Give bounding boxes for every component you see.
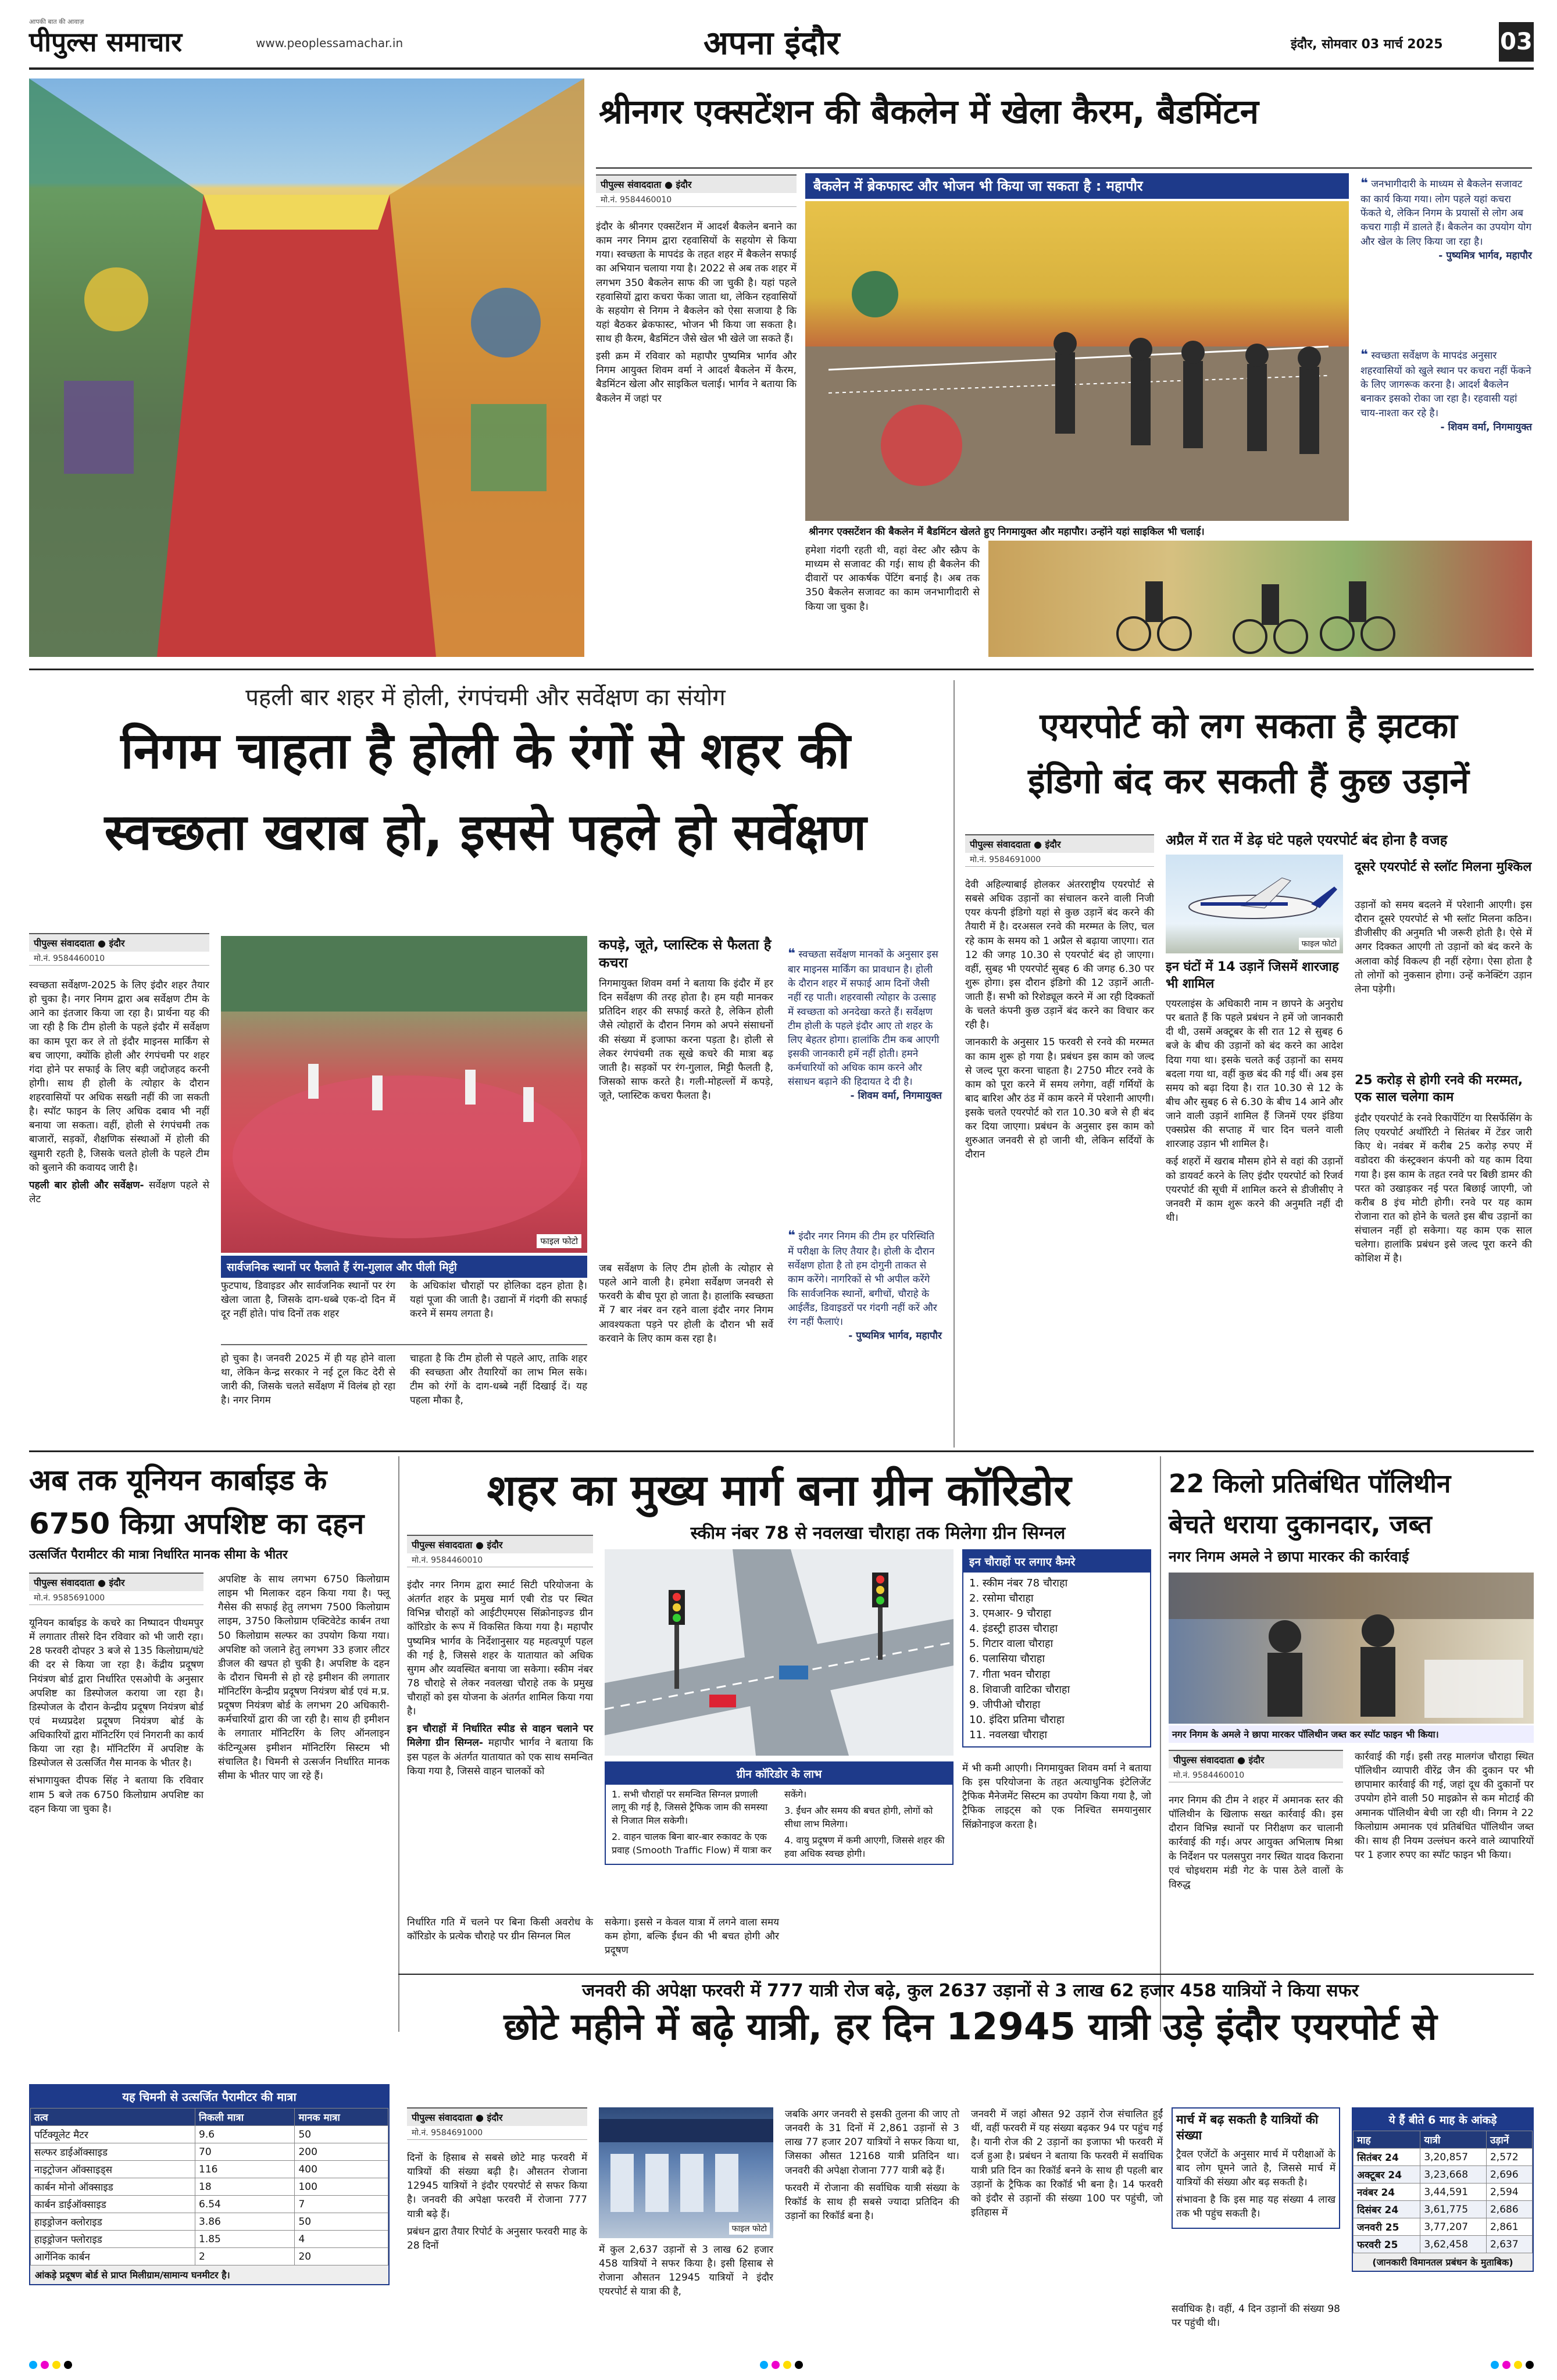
story2-quote2 bbox=[788, 1227, 942, 1343]
paragraph: दिनों के हिसाब से सबसे छोटे माह फरवरी में यात्रियों की संख्या बढ़ी है। औसतन रोजाना 12945 यात्रियों ने इंदौर एयरपोर्ट से सफर किया है। जनवरी की अपेक्षा फरवरी में रोजाना 777 यात्री बढ़े हैं। bbox=[407, 2152, 587, 2220]
story1-byline-block bbox=[596, 174, 797, 207]
paragraph: स्वच्छता सर्वेक्षण-2025 के लिए इंदौर शहर तैयार हो चुका है। नगर निगम द्वारा अब सर्वेक्षण टीम के आने का इंतजार किया जा रहा है। प्रार्थना यह की जा रही है कि टीम होली के पहले इंदौर में सर्वेक्षण का काम पूरा कर ले तो इंदौर माइनस मार्किंग से बच जाएगा, क्योंकि होली और रंगपंचमी पर शहर गंदा होने पर सफाई के लिए बड़ी जद्दोजहद करनी होगी। साथ ही होली के त्योहार के दौरान शहरवासियों पर अधिक सख्ती नहीं की जा सकती है। स्पॉट फाइन के लिए अधिक दबाव भी नहीं बनाया जा सकता। वहीं, होली से रंगपंचमी तक बाजारों, सड़कों, शैक्षणिक संस्थाओं में होली की खुमारी रहती है, जिसके चलते होली के पहले टीम को बुलाने की कवायद जारी है। bbox=[29, 980, 209, 1174]
story5-col4 bbox=[962, 1761, 1151, 1835]
table-cell: 9.6 bbox=[195, 2126, 295, 2143]
story3-headline-2: इंडिगो बंद कर सकती हैं कुछ उड़ानें bbox=[1028, 761, 1469, 802]
table-row bbox=[1354, 2166, 1533, 2184]
registration-dots bbox=[760, 2361, 803, 2369]
paragraph: प्रबंधन द्वारा तैयार रिपोर्ट के अनुसार फरवरी माह के 28 दिनों bbox=[407, 2225, 587, 2252]
paragraph: देवी अहिल्याबाई होलकर अंतरराष्ट्रीय एयरपोर्ट से सबसे अधिक उड़ानों का संचालन करने वाली निजी एयर कंपनी इंडिगो यहां से कुछ उड़ानें बंद करने की तैयारी में है। दरअसल रनवे की मरम्मत के लिए, चल रहे काम के समय को 1 अप्रैल से बढ़ाया जाएगा। रात 12 की जगह 10.30 से एयरपोर्ट बंद हो जाएगा। वहीं, सुबह भी एयरपोर्ट सुबह 6 की जगह 6.30 पर शुरू होगा। इस दौरान इंडिगो की 12 उड़ानें आती-जाती हैं। सभी को रिशेड्यूल करने में आ रही दिक्कतों के चलते कंपनी कुछ उड़ानें बंद करने का विचार कर रही है। bbox=[965, 879, 1154, 1031]
paragraph: कई शहरों में खराब मौसम होने से वहां की उड़ानों को डायवर्ट करने के लिए इंदौर एयरपोर्ट को रिजर्व एयरपोर्ट की सूची में शामिल करने से डीजीसीए ने जनवरी में काम शुरू करने की अनुमति नहीं दी थी। bbox=[1166, 1156, 1343, 1224]
column-header: तत्व bbox=[31, 2109, 195, 2126]
column-header: माह bbox=[1354, 2131, 1420, 2149]
table-cell: पर्टिक्यूलेट मैटर bbox=[31, 2126, 195, 2143]
table-row bbox=[31, 2143, 388, 2161]
table-cell: 2,572 bbox=[1486, 2149, 1532, 2166]
list-item: 2. वाहन चालक बिना बार-बार रुकावट के एक प्रवाह (Smooth Traffic Flow) में यात्रा कर सकेंगे। bbox=[612, 1789, 807, 1856]
table-cell: नवंबर 24 bbox=[1354, 2184, 1420, 2201]
paragraph: में भी कमी आएगी। निगमायुक्त शिवम वर्मा ने बताया कि इस परियोजना के तहत अत्याधुनिक इंटेलिजेंट ट्रैफिक मैनेजमेंट सिस्टम का उपयोग किया गया है, जो ट्रैफिक लाइट्स को एक निश्चित समयानुसार सिंक्रोनाइज करता है। bbox=[962, 1763, 1151, 1831]
paragraph: के अधिकांश चौराहों पर होलिका दहन होता है। यहां पूजा की जाती है। उद्यानों में गंदगी की सफाई करने में समय लगता है। bbox=[410, 1280, 587, 1320]
page-number: 03 bbox=[1499, 22, 1534, 62]
story2-col2a bbox=[221, 1279, 395, 1324]
story2-col2b bbox=[221, 1352, 395, 1411]
story3-box-head: इन घंटों में 14 उड़ानें जिसमें शारजाह भी शामिल bbox=[1166, 960, 1339, 991]
story6-photo-caption: नगर निगम के अमले ने छापा मारकर पॉलिथीन जब्त कर स्पॉट फाइन भी किया। bbox=[1169, 1725, 1534, 1743]
paragraph: फुटपाथ, डिवाइडर और सार्वजनिक स्थानों पर रंग खेला जाता है, जिसके दाग-धब्बे एक-दो दिन में दूर नहीं होते। पांच दिनों तक शहर bbox=[221, 1280, 395, 1320]
story2-photo-caption: सार्वजनिक स्थानों पर फैलाते हैं रंग-गुलाल और पीली मिट्टी bbox=[221, 1256, 587, 1278]
stats-head: ये हैं बीते 6 माह के आंकड़े bbox=[1353, 2109, 1533, 2131]
story2-headline-1: निगम चाहता है होली के रंगों से शहर की bbox=[120, 722, 851, 780]
paragraph: में कुल 2,637 उड़ानों से 3 लाख 62 हजार 458 यात्रियों ने सफर किया है। इसी हिसाब से रोजाना औसतन 12945 यात्रियों ने इंदौर एयरपोर्ट से यात्रा की है, bbox=[599, 2244, 773, 2298]
story1-quote1 bbox=[1360, 174, 1532, 263]
table-cell: अक्टूबर 24 bbox=[1354, 2166, 1420, 2184]
story5-subhead: स्कीम नंबर 78 से नवलखा चौराहा तक मिलेगा ग्रीन सिग्नल bbox=[690, 1523, 1066, 1543]
table-cell: सितंबर 24 bbox=[1354, 2149, 1420, 2166]
paragraph: निगमायुक्त शिवम वर्मा ने बताया कि इंदौर में हर दिन सर्वेक्षण की तरह होता है। हम यही मानकर प्रतिदिन शहर की सफाई करते है, लेकिन होली जैसे त्योहारों के दौरान निगम को अपने संसाधनों की संख्या में इजाफा करना पड़ता है। होली से लेकर रंगपंचमी तक सूखे कचरे की मात्रा बढ़ जाती है। सड़कों पर रंग-गुलाल, मिट्टी फैलती है, जिसको साफ करते है। गली-मोहल्लों में कपड़े, जूते, प्लास्टिक कचरा फैलता है। bbox=[599, 978, 773, 1102]
story3-col2 bbox=[1166, 997, 1343, 1228]
quote-icon: ❝ bbox=[788, 946, 795, 961]
story4-headline-2: 6750 किग्रा अपशिष्ट का दहन bbox=[29, 1507, 365, 1541]
table-row bbox=[31, 2126, 388, 2143]
table-row bbox=[31, 2161, 388, 2178]
story3-side-head1: दूसरे एयरपोर्ट से स्लॉट मिलना मुश्किल bbox=[1355, 860, 1532, 874]
quote-attribution: - शिवम वर्मा, निगमायुक्त bbox=[1440, 421, 1532, 433]
paragraph: जबकि अगर जनवरी से इसकी तुलना की जाए तो जनवरी के 31 दिनों में 2,861 उड़ानों से 3 लाख 77 हजार 207 यात्रियों ने सफर किया था, जिसका औसत 12168 यात्री प्रतिदिन था। जनवरी की अपेक्षा रोजाना 777 यात्री बढ़े हैं। bbox=[785, 2109, 959, 2177]
table-cell: 3,20,857 bbox=[1420, 2149, 1487, 2166]
quote-text: इंदौर नगर निगम की टीम हर परिस्थिति में परीक्षा के लिए तैयार है। होली के दौरान सर्वेक्षण होता है तो हम दोगुनी ताकत से काम करेंगे। नागरिकों से भी अपील करेंगे कि सार्वजनिक स्थानों, बगीचों, चौराहे के आईलैंड, डिवाइडरों पर गंदगी नहीं करें और रंग नहीं फैलाएं। bbox=[788, 1231, 937, 1328]
story5-col3 bbox=[605, 1916, 779, 1961]
list-item: 3. ईंधन और समय की बचत होगी, लोगों को सीधा लाभ मिलेगा। bbox=[784, 1805, 933, 1829]
paragraph: एयरलाइंस के अधिकारी नाम न छापने के अनुरोध पर बताते हैं कि पहले प्रबंधन ने हमें जो जानकारी दी थी, उसमें अक्टूबर के सी रात 12 से सुबह 6 बजे के बीच की उड़ानों को बंद करने का आदेश दिया गया था। इसके चलते कई उड़ानों का समय बदला गया था, वहीं कुछ बंद की गई थीं। अब इस समय को बढ़ा दिया है। रात 10.30 से 12 के बीच और सुबह 6 से 6.30 के बीच 14 आने और जाने वाली उड़ानें शामिल हैं जिनमें एयर इंडिया एक्सप्रेस की सप्ताह में चार दिन चलने वाली शारजाह उड़ान भी शामिल है। bbox=[1166, 998, 1343, 1150]
paragraph: इंदौर के श्रीनगर एक्सटेंशन में आदर्श बैकलेन बनाने का काम नगर निगम द्वारा रहवासियों के सहयोग से किया गया। स्वच्छता के मापदंड के तहत शहर में बैकलेन सफाई का अभियान चलाया गया है। 2022 से अब तक शहर में लगभग 350 बैकलेन साफ की जा चुकी है। यहां पहले रहवासियों द्वारा कचरा फेंका जाता था, लेकिन रहवासियों के सहयोग से निगम ने बैकलेन को ऐसा सजाया है कि यहां बैठकर ब्रेकफास्ट, भोजन भी किया जा सकता है। साथ ही कैरम, बैडमिंटन जैसे खेल भी खेले जा सकते हैं। bbox=[596, 221, 797, 345]
badminton-photo bbox=[805, 201, 1349, 521]
byline: पीपुल्स संवाददाता ● इंदौर bbox=[407, 2107, 587, 2126]
quote-icon: ❝ bbox=[788, 1228, 795, 1243]
table-cell: 2,861 bbox=[1486, 2218, 1532, 2236]
table-row bbox=[31, 2248, 388, 2265]
table-cell: 3,62,458 bbox=[1420, 2236, 1487, 2253]
column-rule bbox=[954, 680, 955, 1448]
table-cell: 2,594 bbox=[1486, 2184, 1532, 2201]
paragraph: संभागायुक्त दीपक सिंह ने बताया कि रविवार शाम 5 बजे तक 6750 किलोग्राम अपशिष्ट का दहन किया जा चुका है। bbox=[29, 1775, 203, 1815]
byline: पीपुल्स संवाददाता ● इंदौर bbox=[965, 834, 1154, 853]
story3-side-col1 bbox=[1355, 898, 1532, 1000]
table-cell: सल्फर डाईऑक्साइड bbox=[31, 2143, 195, 2161]
table-cell: 3.86 bbox=[195, 2213, 295, 2231]
dateline: इंदौर, सोमवार 03 मार्च 2025 bbox=[1291, 37, 1443, 52]
photo-credit: फाइल फोटो bbox=[1299, 938, 1340, 950]
quote-icon: ❝ bbox=[1360, 176, 1368, 191]
intersection-illustration bbox=[605, 1549, 954, 1756]
story7-col3 bbox=[785, 2107, 959, 2227]
story7-col5 bbox=[1172, 2302, 1340, 2333]
story2-quote1 bbox=[788, 945, 942, 1103]
list-item: 4. इंडस्ट्री हाउस चौराहा bbox=[969, 1623, 1058, 1635]
stats-table bbox=[1353, 2131, 1533, 2253]
story1-photo-caption: श्रीनगर एक्सटेंशन की बैकलेन में बैडमिंटन खेलते हुए निगमायुक्त और महापौर। उन्होंने यहां साइकिल भी चलाई। bbox=[809, 526, 1205, 538]
paragraph: सकेगा। इससे न केवल यात्रा में लगने वाला समय कम होगा, बल्कि ईंधन की भी बचत होगी और प्रदूषण bbox=[605, 1917, 779, 1957]
paragraph-tail: सर्वेक्षण पहले से लेट bbox=[29, 1179, 209, 1205]
paragraph: निर्धारित गति में चलने पर बिना किसी अवरोध के कॉरिडोर के प्रत्येक चौराहे पर ग्रीन सिग्नल मिल bbox=[407, 1917, 593, 1943]
table-body bbox=[31, 2126, 388, 2265]
shop-raid-scene bbox=[1169, 1573, 1534, 1724]
story5-headline: शहर का मुख्य मार्ग बना ग्रीन कॉरिडोर bbox=[487, 1466, 1072, 1516]
table-row bbox=[1354, 2201, 1533, 2218]
column-header: यात्री bbox=[1420, 2131, 1487, 2149]
subhead-inline: पहली बार होली और सर्वेक्षण- bbox=[29, 1179, 144, 1191]
table-title: यह चिमनी से उत्सर्जित पैरामीटर की मात्रा bbox=[30, 2085, 388, 2108]
subhead-inline: इन चौराहों में निर्धारित स्पीड से वाहन चलाने पर मिलेगा ग्रीन सिग्नल- bbox=[407, 1723, 593, 1749]
table-cell: 2,686 bbox=[1486, 2201, 1532, 2218]
march-text bbox=[1176, 2147, 1335, 2221]
phone: मो.नं. 9584460010 bbox=[29, 952, 209, 966]
cycling-scene bbox=[988, 541, 1532, 657]
list-item: 1. स्कीम नंबर 78 चौराहा bbox=[969, 1577, 1068, 1589]
table-cell: 100 bbox=[295, 2178, 388, 2196]
story2-col3b bbox=[410, 1352, 587, 1411]
story6-col1 bbox=[1169, 1793, 1343, 1895]
table-row bbox=[1354, 2149, 1533, 2166]
story3-col1 bbox=[965, 878, 1154, 1166]
registration-dots bbox=[29, 2361, 72, 2369]
column-header: मानक मात्रा bbox=[295, 2109, 388, 2126]
story6-col2 bbox=[1355, 1750, 1534, 1866]
table-row bbox=[1354, 2218, 1533, 2236]
table-cell: 2 bbox=[195, 2248, 295, 2265]
paragraph: संभावना है कि इस माह यह संख्या 4 लाख तक भी पहुंच सकती है। bbox=[1176, 2193, 1335, 2220]
table-cell: 4 bbox=[295, 2231, 388, 2248]
list-item: 1. सभी चौराहों पर समन्वित सिग्नल प्रणाली लागू की गई है, जिससे ट्रैफिक जाम की समस्या से निजात मिल सकेगी। bbox=[612, 1789, 768, 1826]
table-cell: 6.54 bbox=[195, 2196, 295, 2213]
phone: मो.नं. 9584460010 bbox=[1169, 1768, 1343, 1782]
table-cell: 7 bbox=[295, 2196, 388, 2213]
cameras-head: इन चौराहों पर लगाए कैमरे bbox=[963, 1550, 1150, 1573]
phone: मो.नं. 9585691000 bbox=[29, 1591, 203, 1605]
paragraph: जब सर्वेक्षण के लिए टीम होली के त्योहार से पहले आने वाली है। हमेशा सर्वेक्षण जनवरी से फरवरी के बीच पूरा हो जाता है। हालांकि स्वच्छता में 7 बार नंबर वन रहने वाला इंदौर नगर निगम आवश्यकता पड़ने पर होली के दौरान भी सर्वे करवाने के लिए काम कस रहा है। bbox=[599, 1263, 773, 1345]
story2-headline-2: स्वच्छता खराब हो, इससे पहले हो सर्वेक्षण bbox=[104, 803, 867, 862]
story6-byline-block bbox=[1169, 1750, 1343, 1782]
table-row bbox=[31, 2196, 388, 2213]
table-cell: आर्गेनिक कार्बन bbox=[31, 2248, 195, 2265]
paragraph: इंदौर नगर निगम द्वारा स्मार्ट सिटी परियोजना के अंतर्गत शहर के प्रमुख मार्ग एबी रोड पर स्थित विभिन्न चौराहों को आईटीएमएस सिंक्रोनाइज्ड ग्रीन कॉरिडोर के रूप में विकसित किया गया है। महापौर पुष्यमित्र भार्गव के निर्देशानुसार यह महत्वपूर्ण पहल की गई है, जिससे शहर के यातायात को अधिक सुगम और व्यवस्थित बनाया जा सकेगा। स्कीम नंबर 78 चौराहे से लेकर नवलखा चौराहे तक के प्रमुख चौराहों को इस योजना के अंतर्गत शामिल किया गया है। bbox=[407, 1579, 593, 1718]
story7-headline: छोटे महीने में बढ़े यात्री, हर दिन 12945 यात्री उड़े इंदौर एयरपोर्ट से bbox=[503, 2006, 1437, 2049]
story3-side-col2 bbox=[1355, 1112, 1532, 1269]
byline: पीपुल्स संवाददाता ● इंदौर bbox=[29, 1573, 203, 1591]
paragraph: हमेशा गंदगी रहती थी, वहां वेस्ट और स्क्रैप के माध्यम से सजावट की गई। साथ ही बैकलेन की दीवारों पर आकर्षक पेंटिंग बनाई है। अब तक 350 बैकलेन सजावट का काम जनभागीदारी से किया जा चुका है। bbox=[805, 545, 980, 613]
story2-kicker: पहली बार शहर में होली, रंगपंचमी और सर्वेक्षण का संयोग bbox=[245, 684, 726, 711]
byline: पीपुल्स संवाददाता ● इंदौर bbox=[407, 1535, 593, 1553]
table-row bbox=[31, 2213, 388, 2231]
paragraph bbox=[407, 1722, 593, 1778]
paragraph: नगर निगम की टीम ने शहर में अमानक स्तर की पॉलिथीन के खिलाफ सख्त कार्रवाई की। इस दौरान विभिन्न स्थानों पर निरीक्षण कर चालानी कार्रवाई की गई। अपर आयुक्त अभिलाष मिश्रा के निर्देशन पर पलसपुरा नगर स्थित यादव किराना एवं चोइथराम मंडी गेट के पास ठेले वालों के विरुद्ध bbox=[1169, 1795, 1343, 1891]
paragraph: जनवरी में जहां औसत 92 उड़ानें रोज संचालित हुईं थीं, वहीं फरवरी में यह संख्या बढ़कर 94 पर पहुंच गई है। यानी रोज की 2 उड़ानों का इजाफा भी फरवरी में दर्ज हुआ है। प्रबंधन ने बताया कि फरवरी में सर्वाधिक यात्री प्रति दिन का रिकॉर्ड बनने के साथ ही पहली बार उड़ानों के ट्रैफिक का रिकॉर्ड भी बना है। 14 फरवरी को इंदौर से उड़ानों की संख्या 100 पर पहुंची, जो इतिहास में bbox=[971, 2109, 1163, 2218]
story7-byline-block bbox=[407, 2107, 587, 2140]
column-rule bbox=[1160, 1456, 1161, 2032]
byline: पीपुल्स संवाददाता ● इंदौर bbox=[1169, 1750, 1343, 1768]
list-item: 3. एमआर- 9 चौराहा bbox=[969, 1607, 1052, 1620]
story5-col1 bbox=[407, 1578, 593, 1782]
story2-col1 bbox=[29, 978, 209, 1210]
byline: पीपुल्स संवाददाता ● इंदौर bbox=[29, 933, 209, 952]
list-item: 8. शिवाजी वाटिका चौराहा bbox=[969, 1683, 1070, 1696]
terminal-illustration bbox=[599, 2107, 773, 2238]
list-item: 6. पलासिया चौराहा bbox=[969, 1653, 1045, 1666]
photo-credit: फाइल फोटो bbox=[537, 1234, 581, 1248]
table-cell: 200 bbox=[295, 2143, 388, 2161]
table-cell: जनवरी 25 bbox=[1354, 2218, 1420, 2236]
table-cell: 400 bbox=[295, 2161, 388, 2178]
table-cell: नाइट्रोजन ऑक्साइड्स bbox=[31, 2161, 195, 2178]
story1-col2 bbox=[805, 544, 980, 617]
list-item: 11. नवलखा चौराहा bbox=[969, 1728, 1047, 1741]
phone: मो.नं. 9584691000 bbox=[407, 2126, 587, 2140]
quote-attribution: - पुष्यमित्र भार्गव, महापौर bbox=[1438, 249, 1532, 262]
quote-text: जनभागीदारी के माध्यम से बैकलेन सजावट का कार्य किया गया। लोग पहले यहां कचरा फेंकते थे, लेकिन निगम के प्रयासों से लोग अब कचरा गाड़ी में डालते हैं। बैकलेन का उपयोग योग और खेल के लिए किया जा रहा है। bbox=[1360, 178, 1532, 248]
story7-col2a bbox=[599, 2243, 773, 2303]
story3-side-head2: 25 करोड़ से होगी रनवे की मरम्मत, एक साल चलेगा काम bbox=[1355, 1073, 1523, 1105]
story5-col2 bbox=[407, 1916, 593, 1947]
table-cell: हाइड्रोजन क्लोराइड bbox=[31, 2213, 195, 2231]
table-cell: 3,77,207 bbox=[1420, 2218, 1487, 2236]
table-cell: 1.85 bbox=[195, 2231, 295, 2248]
story2-side-col bbox=[599, 977, 773, 1106]
list-item: 9. जीपीओ चौराहा bbox=[969, 1698, 1041, 1711]
paragraph: चाहता है कि टीम होली से पहले आए, ताकि शहर की स्वच्छता और तैयारियों का लाभ मिल सके। टीम को रंगों के दाग-धब्बे नहीं दिखाई दें। यह पहला मौका है, bbox=[410, 1353, 587, 1407]
list-item: 4. वायु प्रदूषण में कमी आएगी, जिससे शहर की हवा अधिक स्वच्छ होगी। bbox=[784, 1835, 945, 1859]
story1-col1 bbox=[596, 220, 797, 409]
inline-rule bbox=[221, 1344, 587, 1345]
emission-table-box bbox=[29, 2084, 390, 2285]
paragraph: उड़ानों को समय बदलने में परेशानी आएगी। इस दौरान दूसरे एयरपोर्ट से भी स्लॉट मिलना कठिन। डीजीसीए की अनुमति भी जरूरी होती है। ऐसे में अगर दिक्कत आएगी तो उड़ानों को बंद करने के अलावा कोई विकल्प ही नहीं रहेगा। ऐसा होता है तो लोगों को नुकसान होगा। उन्हें कनेक्टिंग उड़ान लेना पड़ेगी। bbox=[1355, 899, 1532, 995]
story4-col2 bbox=[218, 1573, 390, 1786]
table-cell: 70 bbox=[195, 2143, 295, 2161]
stats-box bbox=[1352, 2107, 1534, 2272]
quote-attribution: - पुष्यमित्र भार्गव, महापौर bbox=[848, 1330, 942, 1342]
registration-dots bbox=[1491, 2361, 1534, 2369]
polythene-seizure-photo bbox=[1169, 1573, 1534, 1724]
column-header: उड़ानें bbox=[1486, 2131, 1532, 2149]
story6-headline-1: 22 किलो प्रतिबंधित पॉलिथीन bbox=[1169, 1469, 1451, 1499]
story1-rule bbox=[596, 167, 1532, 169]
march-head: मार्च में बढ़ सकती है यात्रियों की संख्या bbox=[1176, 2113, 1319, 2143]
cycling-photo bbox=[988, 541, 1532, 657]
quote-text: स्वच्छता सर्वेक्षण मानकों के अनुसार इस बार माइनस मार्किंग का प्रावधान है। होली के दौरान शहर में सफाई आम दिनों जैसी नहीं रह पाती। शहरवासी त्योहार के उत्साह में स्वच्छता को अनदेखा करते हैं। सर्वेक्षण टीम होली के पहले इंदौर आए तो शहर के लिए बेहतर होगा। हालांकि टीम कब आएगी इसकी जानकारी हमें नहीं होती। हमने कर्मचारियों को अधिक काम करने और संसाधन बढ़ाने की हिदायत दे दी है। bbox=[788, 949, 940, 1088]
table-header-row bbox=[31, 2109, 388, 2126]
paragraph: सर्वाधिक है। वहीं, 4 दिन उड़ानों की संख्या 98 पर पहुंची थी। bbox=[1172, 2303, 1340, 2329]
masthead bbox=[29, 17, 1534, 70]
march-box bbox=[1172, 2107, 1340, 2229]
paragraph: यूनियन कार्बाइड के कचरे का निष्पादन पीथमपुर में लगातार तीसरे दिन रविवार को भी जारी रहा। 28 फरवरी दोपहर 3 बजे से 135 किलोग्राम/घंटे की दर से किया जा रहा है। केंद्रीय प्रदूषण नियंत्रण बोर्ड द्वारा निर्धारित एसओपी के अनुसार अपशिष्ट का डिस्पोजल कराया जा रहा है। डिस्पोजल के दौरान केन्द्रीय प्रदूषण नियंत्रण बोर्ड एवं मध्यप्रदेश प्रदूषण नियंत्रण बोर्ड के अधिकारियों द्वारा मॉनिटरिंग एवं निगरानी का कार्य किया जा रहा है। मॉनिटरिंग में अपशिष्ट के डिस्पोजल से उत्सर्जित गैस मानक के भीतर है। bbox=[29, 1617, 203, 1770]
paper-logo bbox=[29, 23, 182, 59]
photo-credit: फाइल फोटो bbox=[729, 2222, 770, 2235]
story3-headline-1: एयरपोर्ट को लग सकता है झटका bbox=[1040, 706, 1458, 746]
paragraph-tail: महापौर भार्गव ने बताया कि इस पहल के अंतर्गत यातायात को एक साथ समन्वित किया गया है, जिससे वाहन चालकों को bbox=[407, 1737, 594, 1777]
list-item: 10. इंदिरा प्रतिमा चौराहा bbox=[969, 1713, 1065, 1726]
section-rule bbox=[29, 1450, 1534, 1452]
story2-side-col-b bbox=[599, 1262, 773, 1349]
story2-byline-block bbox=[29, 933, 209, 966]
airport-terminal-photo bbox=[599, 2107, 773, 2238]
table-cell: 3,61,775 bbox=[1420, 2201, 1487, 2218]
benefits-head: ग्रीन कॉरिडोर के लाभ bbox=[606, 1763, 952, 1785]
cameras-list bbox=[963, 1573, 1150, 1746]
section-name: अपना इंदौर bbox=[703, 24, 840, 62]
table-body bbox=[1354, 2149, 1533, 2253]
list-item: 5. गिटार वाला चौराहा bbox=[969, 1638, 1054, 1650]
table-cell: 2,696 bbox=[1486, 2166, 1532, 2184]
story4-subhead: उत्सर्जित पैरामीटर की मात्रा निर्धारित मानक सीमा के भीतर bbox=[29, 1548, 288, 1561]
table-cell: दिसंबर 24 bbox=[1354, 2201, 1420, 2218]
table-cell: 116 bbox=[195, 2161, 295, 2178]
paragraph: फरवरी में रोजाना की सर्वाधिक यात्री संख्या के रिकॉर्ड के साथ ही सबसे ज्यादा प्रतिदिन की उड़ानों का रिकॉर्ड बना है। bbox=[785, 2182, 959, 2222]
cameras-box bbox=[962, 1549, 1151, 1748]
paragraph: कार्रवाई की गई। इसी तरह मालगंज चौराहा स्थित पॉलिथीन व्यापारी वीरेंद्र जैन की दुकान पर भी छापामार कार्रवाई की गई, जहां दूध की दुकानों पर उपयोग होने वाली 50 माइक्रोन से कम मोटाई की अमानक पॉलिथीन बेची जा रही थी। निगम ने 22 किलोग्राम अमानक एवं प्रतिबंधित पॉलिथीन जब्त की। साथ ही नियम उल्लंघन करने वाले व्यापारियों पर 1 हजार रुपए का स्पॉट फाइन भी किया। bbox=[1355, 1751, 1534, 1861]
alley-illustration bbox=[29, 78, 584, 657]
badminton-scene bbox=[805, 201, 1349, 521]
table-row bbox=[1354, 2184, 1533, 2201]
backlane-alley-photo bbox=[29, 78, 584, 657]
story5-byline-block bbox=[407, 1535, 593, 1567]
paragraph bbox=[29, 1178, 209, 1206]
benefits-list bbox=[606, 1785, 952, 1864]
paper-tagline: आपकी बात की आवाज़ bbox=[29, 18, 84, 26]
table-cell: कार्बन मोनो ऑक्साइड bbox=[31, 2178, 195, 2196]
story3-byline-block bbox=[965, 834, 1154, 867]
quote-text: स्वच्छता सर्वेक्षण के मापदंड अनुसार शहरवासियों को खुले स्थान पर कचरा नहीं फेंकने के लिए जागरूक करना है। आदर्श बैकलेन बनाकर इसको रोका जा रहा है। रहवासी यहां चाय-नाश्ता कर रहे है। bbox=[1360, 350, 1531, 419]
section-rule bbox=[29, 669, 1534, 670]
quote-attribution: - शिवम वर्मा, निगमायुक्त bbox=[850, 1090, 942, 1102]
color-registration-strip bbox=[29, 2359, 1534, 2371]
table-cell: 18 bbox=[195, 2178, 295, 2196]
table-row bbox=[31, 2178, 388, 2196]
section-title bbox=[703, 20, 840, 64]
story4-col1 bbox=[29, 1616, 203, 1820]
paragraph: इंदौर एयरपोर्ट के रनवे रिकार्पेटिंग या रिसर्फेसिंग के लिए एयरपोर्ट अथॉरिटी ने सितंबर में टेंडर जारी किए थे। नवंबर में करीब 25 करोड़ रुपए में वडोदरा की कंस्ट्रक्शन कंपनी को यह काम दिया गया है। इस काम के तहत रनवे पर बिछी डामर की परत को उखाड़कर नई परत बिछाई जाएगी, जो करीब 8 इंच मोटी होगी। रनवे पर यह काम रोजाना रात को होने के चलते इस बीच उड़ानों का संचालन नहीं हो सकेगा। यह काम एक साल चलेगा। हालांकि प्रबंधन इसे जल्द पूरा करने की कोशिश में है। bbox=[1355, 1113, 1532, 1265]
story7-kicker: जनवरी की अपेक्षा फरवरी में 777 यात्री रोज बढ़े, कुल 2637 उड़ानों से 3 लाख 62 हजार 458 यात्रियों ने किया सफर bbox=[582, 1981, 1359, 2001]
table-note: आंकड़े प्रदूषण बोर्ड से प्राप्त मिलीग्राम/सामान्य घनमीटर है। bbox=[30, 2265, 388, 2284]
story1-quote2 bbox=[1360, 346, 1532, 434]
table-cell: फरवरी 25 bbox=[1354, 2236, 1420, 2253]
story2-side-head: कपड़े, जूते, प्लास्टिक से फैलता है कचरा bbox=[599, 937, 772, 971]
table-cell: 50 bbox=[295, 2126, 388, 2143]
story7-col1 bbox=[407, 2151, 587, 2256]
holi-colors-photo bbox=[221, 936, 587, 1253]
indigo-plane-photo bbox=[1166, 855, 1343, 953]
table-cell: हाइड्रोजन फ्लोराइड bbox=[31, 2231, 195, 2248]
holi-street-scene bbox=[221, 936, 587, 1253]
story1-subhead: बैकलेन में ब्रेकफास्ट और भोजन भी किया जा सकता है : महापौर bbox=[805, 173, 1349, 199]
byline: पीपुल्स संवाददाता ● इंदौर bbox=[596, 174, 797, 193]
table-cell: 3,23,668 bbox=[1420, 2166, 1487, 2184]
benefits-box bbox=[605, 1761, 954, 1865]
column-header: निकली मात्रा bbox=[195, 2109, 295, 2126]
phone: मो.नं. 9584460010 bbox=[596, 193, 797, 207]
story1-headline: श्रीनगर एक्सटेंशन की बैकलेन में खेला कैरम, बैडमिंटन bbox=[599, 92, 1259, 131]
story7-col4 bbox=[971, 2107, 1163, 2223]
list-item: 7. गीता भवन चौराहा bbox=[969, 1668, 1051, 1681]
table-row bbox=[1354, 2236, 1533, 2253]
story6-subhead: नगर निगम अमले ने छापा मारकर की कार्रवाई bbox=[1169, 1548, 1409, 1565]
paragraph: हो चुका है। जनवरी 2025 में ही यह होने वाला था, लेकिन केन्द्र सरकार ने नई टूल किट देरी से जारी की, जिसके चलते सर्वेक्षण में विलंब हो रहा है। नगर निगम bbox=[221, 1353, 395, 1407]
quote-icon: ❝ bbox=[1360, 348, 1368, 362]
column-rule bbox=[398, 1456, 399, 2032]
phone: मो.नं. 9584691000 bbox=[965, 853, 1154, 867]
site-url[interactable]: www.peoplessamachar.in bbox=[256, 36, 403, 50]
story2-col3a bbox=[410, 1279, 587, 1324]
paragraph: अपशिष्ट के साथ लगभग 6750 किलोग्राम लाइम भी मिलाकर दहन किया गया है। फ्लू गैसेस की सफाई हेतु लगभग 7500 किलोग्राम लाइम, 3750 किलोग्राम एक्टिवेटेड कार्बन तथा 50 किलोग्राम सल्फर का उपयोग किया गया। अपशिष्ट को जलाने हेतु लगभग 33 हजार लीटर डीजल की खपत हो चुकी है। अपशिष्ट के दहन के दौरान चिमनी से हो रहे इमीशन की लगातार मॉनिटरिंग केन्द्रीय प्रदूषण नियंत्रण बोर्ड एवं म.प्र. प्रदूषण नियंत्रण बोर्ड के लगभग 20 अधिकारी-कर्मचारियों द्वारा की जा रही है। साथ ही इमीशन के लगातार मॉनिटरिंग के लिए ऑनलाइन कंटिन्यूअस इमीशन मॉनिटरिंग सिस्टम भी संचालित है। चिमनी से उत्सर्जन निर्धारित मानक सीमा के भीतर पाए जा रहे हैं। bbox=[218, 1574, 390, 1782]
phone: मो.नं. 9584460010 bbox=[407, 1553, 593, 1567]
story4-byline-block bbox=[29, 1573, 203, 1605]
section-rule bbox=[398, 1974, 1534, 1975]
story3-subhead: अप्रैल में रात में डेढ़ घंटे पहले एयरपोर्ट बंद होना है वजह bbox=[1166, 832, 1448, 848]
emission-table bbox=[30, 2108, 388, 2265]
paper-name: पीपुल्स समाचार bbox=[29, 26, 183, 58]
table-row bbox=[31, 2231, 388, 2248]
green-corridor-diagram bbox=[605, 1549, 954, 1756]
table-cell: कार्बन डाईऑक्साइड bbox=[31, 2196, 195, 2213]
stats-note: (जानकारी विमानतल प्रबंधन के मुताबिक) bbox=[1353, 2253, 1533, 2271]
paragraph: इसी क्रम में रविवार को महापौर पुष्यमित्र भार्गव और निगम आयुक्त शिवम वर्मा ने आदर्श बैकलेन में कैरम, बैडमिंटन खेला और साइकिल चलाई। भार्गव ने बताया कि बैकलेन में जहां पर bbox=[596, 351, 797, 405]
paragraph: जानकारी के अनुसार 15 फरवरी से रनवे की मरम्मत का काम शुरू हो गया है। प्रबंधन इस काम को जल्द से जल्द पूरा करना चाहता है। 2750 मीटर रनवे के काम को पूरा करने में समय लगेगा, वहीं गर्मियों के बाद बारिश और ठंड में काम करने में परेशानी आएगी। इसके चलते एयरपोर्ट को रात 10.30 बजे से ही बंद कर दिया जाएगा। प्रबंधन के अनुसार इस काम को शुरुआत जनवरी से हो जानी थी, लेकिन सर्दियों के दौरान bbox=[965, 1037, 1154, 1161]
table-cell: 2,637 bbox=[1486, 2236, 1532, 2253]
story6-headline-2: बेचते धराया दुकानदार, जब्त bbox=[1169, 1510, 1432, 1539]
table-cell: 50 bbox=[295, 2213, 388, 2231]
table-cell: 20 bbox=[295, 2248, 388, 2265]
list-item: 2. रसोमा चौराहा bbox=[969, 1592, 1034, 1605]
paragraph: ट्रैवल एजेंटों के अनुसार मार्च में परीक्षाओं के बाद लोग घूमने जाते है, जिससे मार्च में यात्रियों की संख्या और बढ़ सकती है। bbox=[1176, 2148, 1335, 2188]
story4-headline-1: अब तक यूनियन कार्बाइड के bbox=[29, 1463, 327, 1497]
table-header-row bbox=[1354, 2131, 1533, 2149]
table-cell: 3,44,591 bbox=[1420, 2184, 1487, 2201]
